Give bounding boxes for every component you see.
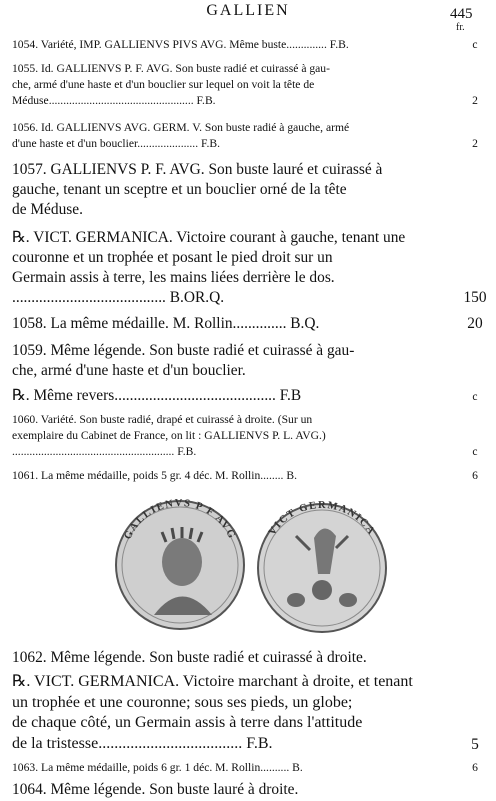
- obverse-coin: [116, 498, 244, 629]
- entry-line: 1057. GALLIENVS P. F. AVG. Son buste lauré et cuirassé à: [12, 161, 383, 178]
- value-1056: 2: [472, 137, 478, 150]
- entry-line: 1061. La même médaille, poids 5 gr. 4 déc. M. Rollin........ B.: [12, 469, 297, 482]
- value-1058: 20: [467, 315, 483, 332]
- entry-line: ℞. VICT. GERMANICA. Victoire marchant à droite, et tenant: [12, 673, 413, 690]
- value-1060: c: [472, 445, 478, 458]
- entry-line: 1059. Même légende. Son buste radié et cuirassé à gau-: [12, 342, 355, 359]
- reverse-coin: [258, 500, 386, 632]
- entry-line: 1060. Variété. Son buste radié, drapé et cuirassé à droite. (Sur un: [12, 413, 313, 426]
- entry-line: exemplaire du Cabinet de France, on lit : GALLIENVS P. L. AVG.): [12, 429, 326, 442]
- entry-line: d'une haste et d'un bouclier..................... F.B.: [12, 137, 221, 150]
- value-1057: 150: [463, 289, 487, 306]
- value-1059: c: [472, 390, 478, 403]
- entry-line: un trophée et une couronne; sous ses pieds, un globe;: [12, 693, 353, 711]
- reverse-1062: [12, 672, 450, 754]
- entry-line: 1056. Id. GALLIENVS AVG. GERM. V. Son buste radié à gauche, armé: [12, 121, 350, 134]
- entry-line: 1062. Même légende. Son buste radié et cuirassé à droite.: [12, 649, 367, 666]
- entry-line: de la tristesse.................................... F.B.: [12, 734, 273, 752]
- value-1063: 6: [472, 761, 478, 774]
- entry-1054: [12, 37, 450, 53]
- value-column-unit: fr.: [456, 22, 465, 33]
- entry-1064: [12, 780, 450, 800]
- entry-line: 1055. Id. GALLIENVS P. F. AVG. Son buste radié et cuirassé à gau-: [12, 62, 330, 75]
- entry-line: gauche, tenant un sceptre et un bouclier orné de la tête: [12, 181, 347, 198]
- reverse-1057: [12, 228, 450, 308]
- entry-line: Méduse.................................................. F.B.: [12, 94, 216, 107]
- entry-line: che, armé d'une haste et d'un bouclier sur lequel on voit la tête de: [12, 78, 315, 91]
- value-1062: 5: [471, 736, 479, 753]
- obverse-legend: GALLIENVS P F AVG: [122, 497, 238, 542]
- page-number: 445: [450, 6, 473, 22]
- entry-line: 1058. La même médaille. M. Rollin.............. B.Q.: [12, 315, 320, 332]
- entry-line: couronne et un trophée et posant le pied droit sur un: [12, 249, 333, 266]
- reverse-1059: [12, 386, 450, 406]
- entry-1057: [12, 160, 450, 220]
- running-head: GALLIEN: [206, 2, 290, 19]
- value-1054: c: [472, 38, 478, 51]
- coin-plate: [110, 490, 390, 640]
- entry-1062: [12, 648, 450, 668]
- entry-line: 1063. La même médaille, poids 6 gr. 1 déc. M. Rollin.......... B.: [12, 761, 303, 774]
- entry-line: ........................................................ F.B.: [12, 445, 197, 458]
- entry-line: ℞. Même revers.......................................... F.B: [12, 387, 302, 404]
- entry-line: ........................................ B.OR.Q.: [12, 289, 225, 306]
- entry-line: 1054. Variété, IMP. GALLIENVS PIVS AVG. Même buste.............. F.B.: [12, 38, 349, 51]
- entry-1059: [12, 341, 450, 381]
- entry-1060: [12, 412, 450, 460]
- entry-1056: [12, 120, 450, 152]
- entry-1061: [12, 468, 450, 484]
- entry-1055: [12, 61, 450, 109]
- value-1055: 2: [472, 94, 478, 107]
- entry-line: che, armé d'une haste et d'un bouclier.: [12, 362, 246, 379]
- entry-1063: [12, 760, 450, 776]
- entry-line: Germain assis à terre, les mains liées derrière le dos.: [12, 269, 335, 286]
- entry-line: de chaque côté, un Germain assis à terre dans l'attitude: [12, 714, 363, 731]
- entry-line: ℞. VICT. GERMANICA. Victoire courant à gauche, tenant une: [12, 229, 406, 246]
- entry-line: 1064. Même légende. Son buste lauré à droite.: [12, 781, 299, 798]
- entry-line: de Méduse.: [12, 201, 83, 218]
- entry-1058: [12, 314, 450, 334]
- value-1061: 6: [472, 469, 478, 482]
- reverse-legend: VICT GERMANICA: [266, 499, 378, 538]
